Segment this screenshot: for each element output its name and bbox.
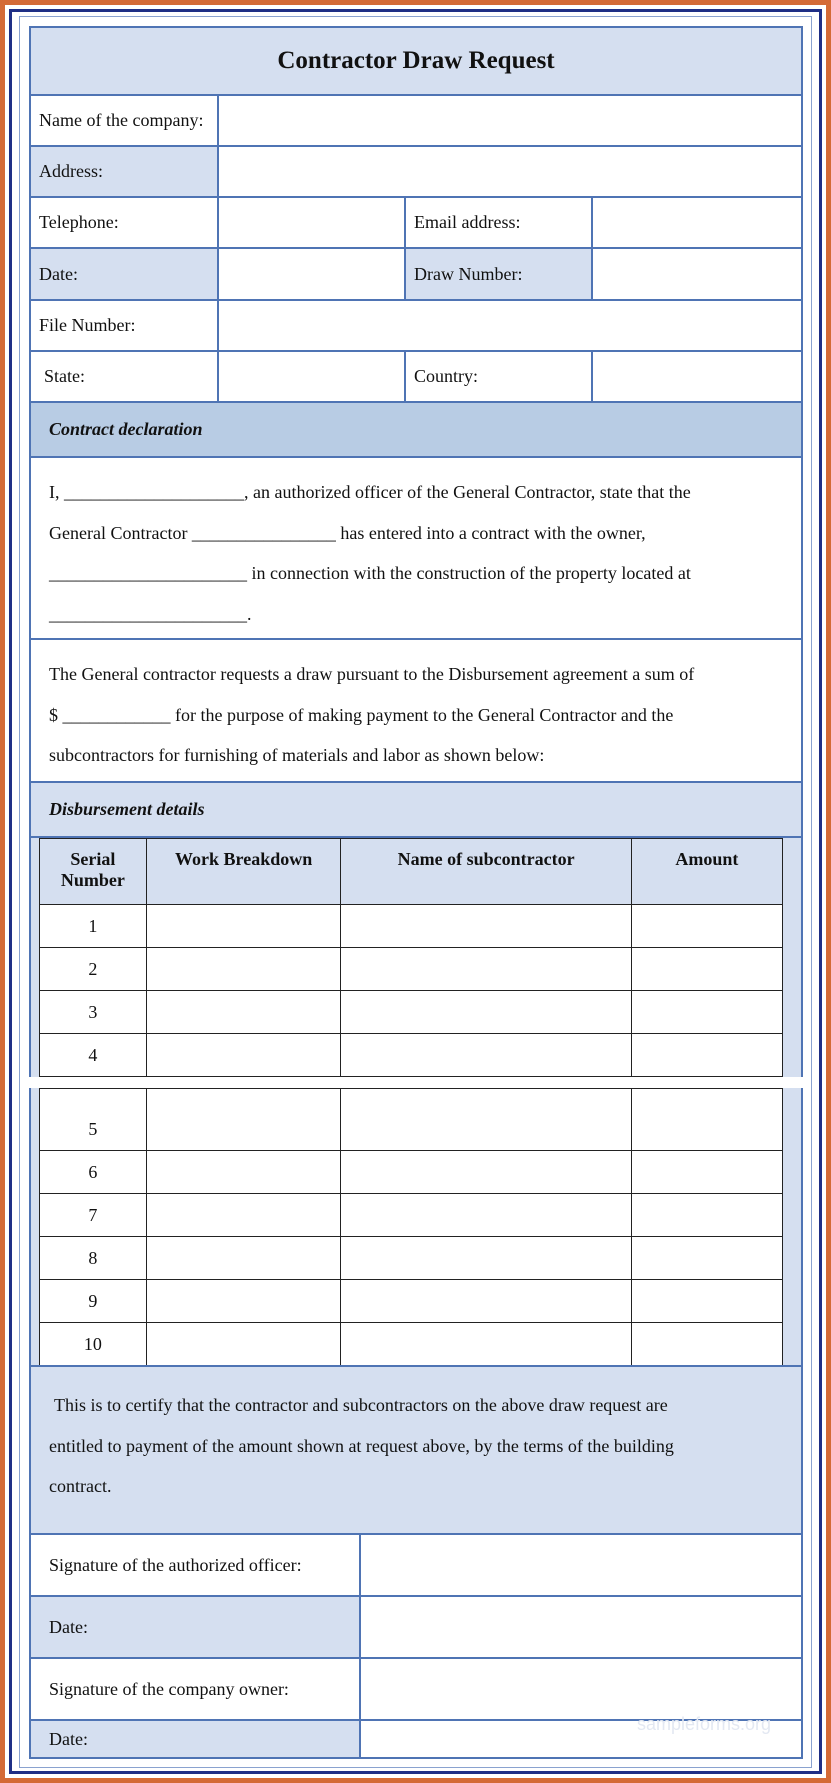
country-label: Country:	[406, 352, 593, 403]
officer-date-input[interactable]	[361, 1597, 801, 1659]
owner-date-label: Date:	[31, 1721, 361, 1757]
officer-signature-label: Signature of the authorized officer:	[31, 1535, 361, 1597]
work-cell[interactable]	[146, 1194, 341, 1237]
work-cell[interactable]	[146, 948, 341, 991]
officer-date-label: Date:	[31, 1597, 361, 1659]
file-number-label: File Number:	[31, 301, 219, 352]
address-input[interactable]	[219, 147, 801, 198]
amount-cell[interactable]	[631, 1194, 782, 1237]
amount-cell[interactable]	[631, 1034, 782, 1077]
subcontractor-cell[interactable]	[341, 1089, 631, 1151]
request-line-3: subcontractors for furnishing of materials and labor as shown below:	[49, 745, 545, 765]
subcontractor-cell[interactable]	[341, 1151, 631, 1194]
work-cell[interactable]	[146, 1151, 341, 1194]
company-label: Name of the company:	[31, 96, 219, 147]
amount-cell[interactable]	[631, 905, 782, 948]
work-cell[interactable]	[146, 1034, 341, 1077]
subcontractor-cell[interactable]	[341, 905, 631, 948]
serial-cell: 6	[40, 1151, 147, 1194]
table-row	[40, 948, 783, 991]
declaration-line-1: I, ____________________, an authorized officer of the General Contractor, state that the	[49, 482, 691, 502]
amount-cell[interactable]	[631, 1323, 782, 1366]
subcontractor-cell[interactable]	[341, 948, 631, 991]
disbursement-table-part-2	[39, 1088, 783, 1366]
draw-number-input[interactable]	[593, 249, 801, 301]
table-row	[40, 1034, 783, 1077]
contract-declaration-text	[31, 458, 801, 640]
amount-header: Amount	[631, 839, 782, 905]
table-row	[40, 905, 783, 948]
serial-cell: 2	[40, 948, 147, 991]
date-label: Date:	[31, 249, 219, 301]
amount-cell[interactable]	[631, 948, 782, 991]
declaration-line-4: ______________________.	[49, 603, 252, 624]
contractor-draw-request-form	[29, 26, 803, 1759]
work-cell[interactable]	[146, 991, 341, 1034]
disbursement-heading: Disbursement details	[31, 783, 801, 838]
certification-text	[31, 1365, 801, 1535]
company-input[interactable]	[219, 96, 801, 147]
work-cell[interactable]	[146, 1323, 341, 1366]
email-label: Email address:	[406, 198, 593, 249]
owner-signature-input[interactable]	[361, 1659, 801, 1721]
table-row	[40, 1323, 783, 1366]
telephone-input[interactable]	[219, 198, 406, 249]
subcontractor-cell[interactable]	[341, 1323, 631, 1366]
amount-cell[interactable]	[631, 1089, 782, 1151]
declaration-line-3: ______________________ in connection with the construction of the property located at	[49, 563, 691, 583]
serial-cell: 1	[40, 905, 147, 948]
subcontractor-cell[interactable]	[341, 1237, 631, 1280]
table-row	[40, 1151, 783, 1194]
state-label: State:	[31, 352, 219, 403]
work-cell[interactable]	[146, 1089, 341, 1151]
table-row	[40, 1194, 783, 1237]
work-cell[interactable]	[146, 1237, 341, 1280]
file-number-input[interactable]	[219, 301, 801, 352]
serial-cell: 8	[40, 1237, 147, 1280]
serial-cell: 5	[40, 1089, 147, 1151]
table-row	[40, 1089, 783, 1151]
subcontractor-cell[interactable]	[341, 1194, 631, 1237]
disbursement-table-part-1	[39, 838, 783, 1077]
table-row	[40, 991, 783, 1034]
date-input[interactable]	[219, 249, 406, 301]
country-input[interactable]	[593, 352, 801, 403]
subcontractor-cell[interactable]	[341, 991, 631, 1034]
work-cell[interactable]	[146, 905, 341, 948]
watermark: sampleforms.org	[636, 1714, 771, 1734]
serial-cell: 7	[40, 1194, 147, 1237]
work-breakdown-header: Work Breakdown	[146, 839, 341, 905]
amount-cell[interactable]	[631, 1280, 782, 1323]
draw-request-text	[31, 640, 801, 783]
serial-cell: 4	[40, 1034, 147, 1077]
amount-cell[interactable]	[631, 1237, 782, 1280]
draw-number-label: Draw Number:	[406, 249, 593, 301]
amount-cell[interactable]	[631, 1151, 782, 1194]
certification-line-2: entitled to payment of the amount shown at request above, by the terms of the building	[49, 1435, 674, 1456]
table-row	[40, 1237, 783, 1280]
subcontractor-cell[interactable]	[341, 1280, 631, 1323]
work-cell[interactable]	[146, 1280, 341, 1323]
owner-signature-label: Signature of the company owner:	[31, 1659, 361, 1721]
declaration-line-2: General Contractor ________________ has entered into a contract with the owner,	[49, 522, 646, 543]
certification-line-3: contract.	[49, 1476, 112, 1496]
serial-cell: 10	[40, 1323, 147, 1366]
contract-declaration-heading: Contract declaration	[31, 403, 801, 458]
page-break-gap	[27, 1077, 807, 1088]
address-label: Address:	[31, 147, 219, 198]
request-line-1: The General contractor requests a draw pursuant to the Disbursement agreement a sum of	[49, 664, 695, 684]
request-line-2: $ ____________ for the purpose of making payment to the General Contractor and the	[49, 704, 674, 725]
table-row	[40, 1280, 783, 1323]
amount-cell[interactable]	[631, 991, 782, 1034]
subcontractor-cell[interactable]	[341, 1034, 631, 1077]
subcontractor-header: Name of subcontractor	[341, 839, 631, 905]
telephone-label: Telephone:	[31, 198, 219, 249]
state-input[interactable]	[219, 352, 406, 403]
serial-number-header: Serial Number	[40, 839, 147, 905]
email-input[interactable]	[593, 198, 801, 249]
serial-cell: 3	[40, 991, 147, 1034]
officer-signature-input[interactable]	[361, 1535, 801, 1597]
serial-cell: 9	[40, 1280, 147, 1323]
form-title: Contractor Draw Request	[31, 28, 801, 96]
certification-line-1: This is to certify that the contractor and subcontractors on the above draw request are	[54, 1395, 668, 1415]
